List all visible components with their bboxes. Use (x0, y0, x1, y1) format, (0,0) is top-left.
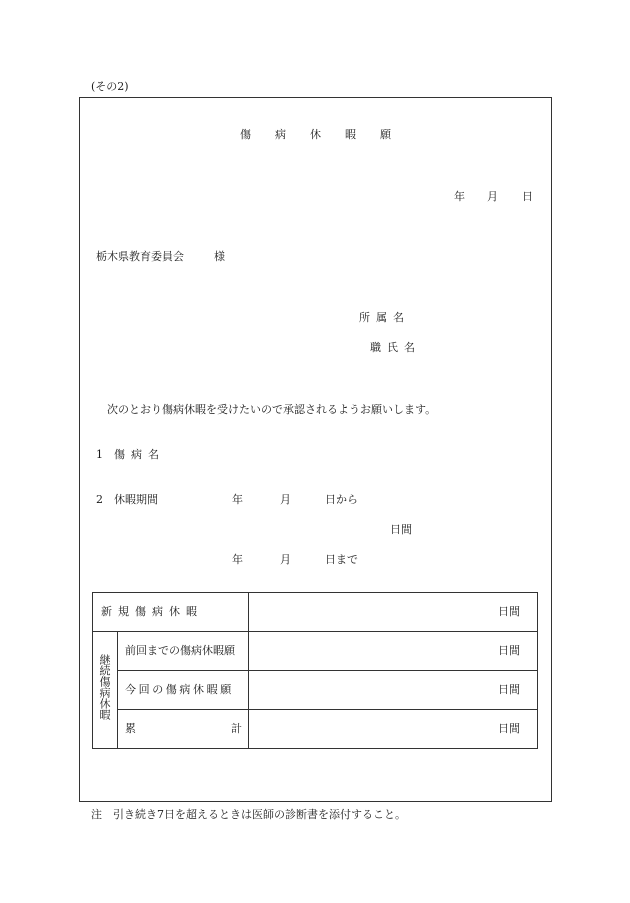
item2-label: 休暇期間 (114, 493, 158, 506)
table-rule-3 (117, 709, 537, 710)
affiliation-char-3: 名 (393, 311, 404, 324)
table-rule-label-edge (248, 593, 249, 748)
previous-requests-label: 前回までの傷病休暇願 (125, 644, 235, 657)
affiliation-label (359, 311, 404, 325)
affiliation-char-1: 所 (359, 311, 370, 324)
item2-days: 日間 (390, 523, 412, 536)
title-char-3: 休 (310, 128, 321, 141)
total-label-right: 計 (231, 722, 242, 735)
item2-from-day: 日から (325, 493, 358, 506)
new-label-char-5: 休 (169, 605, 180, 618)
table-rule-2 (117, 670, 537, 671)
new-leave-unit: 日間 (498, 605, 520, 618)
item2-from-year: 年 (232, 493, 243, 506)
table-rule-continued-edge (117, 631, 118, 748)
new-label-char-1: 新 (101, 605, 112, 618)
item1-char-3: 名 (148, 448, 159, 461)
item2-to-day: 日まで (325, 553, 358, 566)
new-label-char-6: 暇 (186, 605, 197, 618)
title-char-5: 願 (380, 128, 391, 141)
name-char-1: 職 (370, 341, 381, 354)
continued-leave-label: 継続傷病休暇 (98, 654, 111, 720)
leave-days-table (92, 592, 538, 749)
honorific: 様 (214, 250, 225, 263)
table-rule-1 (93, 631, 537, 632)
new-label-char-4: 病 (152, 605, 163, 618)
new-leave-label (101, 605, 197, 619)
form-number: (その2) (91, 80, 129, 93)
item2-from-month: 月 (280, 493, 291, 506)
item2-to-year: 年 (232, 553, 243, 566)
footnote: 注 引き続き7日を超えるときは医師の診断書を添付すること。 (91, 808, 406, 821)
name-label (370, 341, 415, 355)
item1-label (114, 448, 159, 462)
total-unit: 日間 (498, 722, 520, 735)
title-char-1: 傷 (240, 128, 251, 141)
total-label-left: 累 (125, 722, 136, 735)
new-label-char-2: 規 (118, 605, 129, 618)
item2-to-month: 月 (280, 553, 291, 566)
request-text: 次のとおり傷病休暇を受けたいので承認されるようお願いします。 (107, 403, 437, 416)
date-day-label: 日 (522, 190, 533, 203)
current-request-label: 今回の傷病休暇願 (125, 683, 234, 696)
name-char-3: 名 (404, 341, 415, 354)
form-title (240, 128, 391, 142)
item1-char-1: 傷 (114, 448, 125, 461)
current-request-unit: 日間 (498, 683, 520, 696)
name-char-2: 氏 (387, 341, 398, 354)
new-label-char-3: 傷 (135, 605, 146, 618)
title-char-4: 暇 (345, 128, 356, 141)
item1-char-2: 病 (131, 448, 142, 461)
affiliation-char-2: 属 (376, 311, 387, 324)
date-month-label: 月 (487, 190, 498, 203)
item2-number: 2 (96, 493, 103, 506)
addressee: 栃木県教育委員会 (96, 250, 184, 263)
title-char-2: 病 (275, 128, 286, 141)
date-year-label: 年 (454, 190, 465, 203)
previous-requests-unit: 日間 (498, 644, 520, 657)
item1-number: 1 (96, 448, 103, 461)
